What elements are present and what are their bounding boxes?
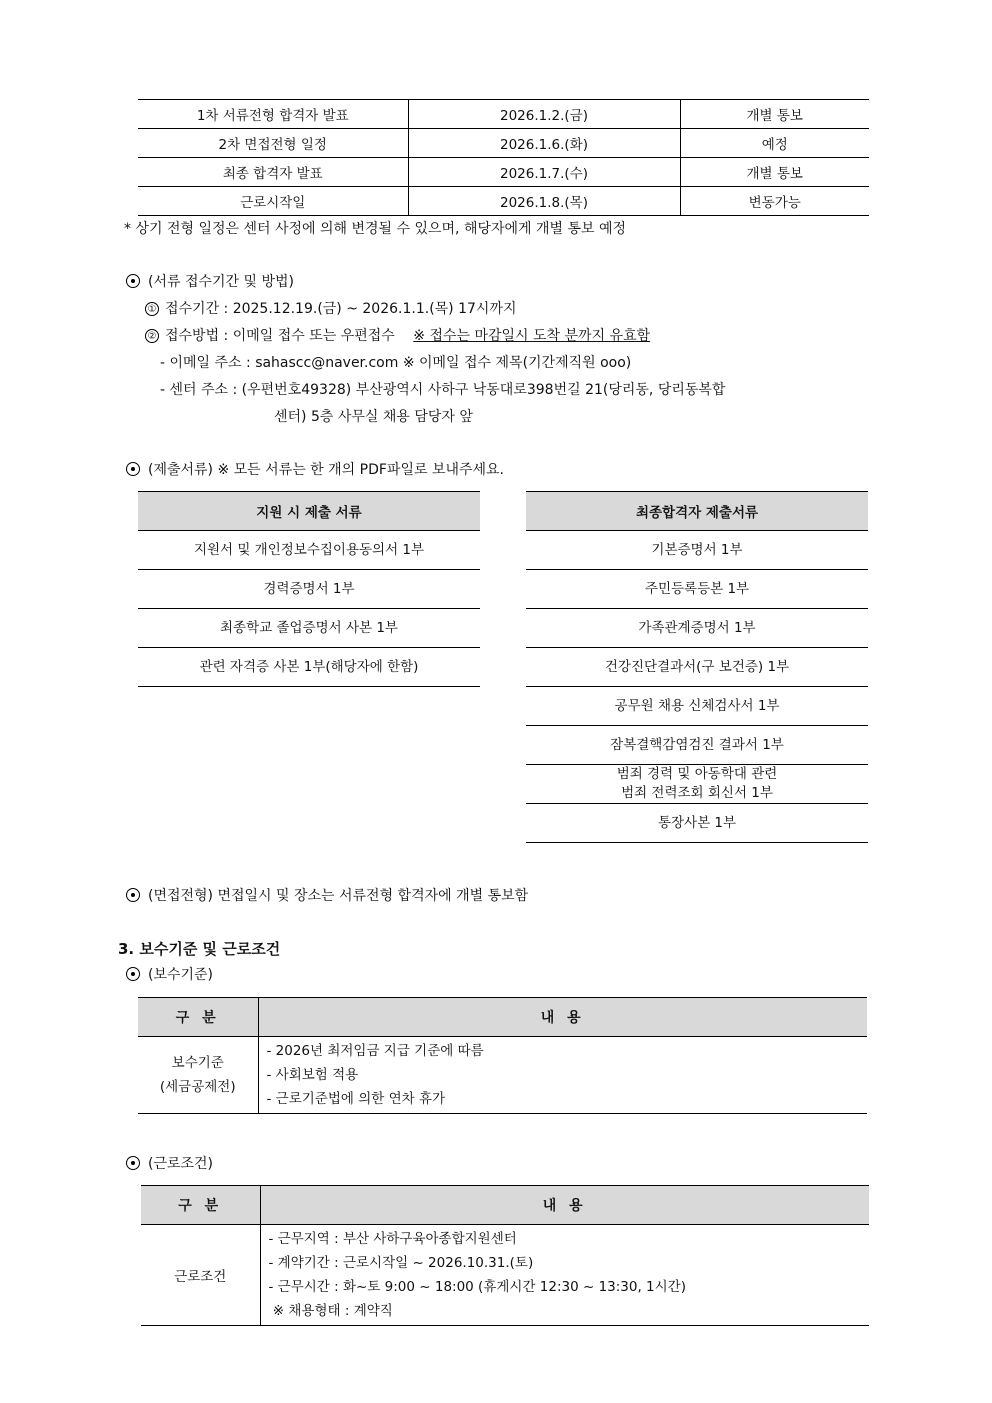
list-item: 잠복결핵감염검진 결과서 1부 xyxy=(526,726,868,765)
schedule-note: 개별 통보 xyxy=(680,158,869,187)
application-period-row xyxy=(145,298,516,318)
number-2-icon: ② xyxy=(145,329,159,343)
table-row xyxy=(138,100,869,129)
application-method-note: ※ 접수는 마감일시 도착 분까지 유효함 xyxy=(413,328,651,344)
pay-label-line1: 보수기준 xyxy=(171,1055,224,1071)
table-row xyxy=(526,804,868,843)
work-heading: (근로조건) xyxy=(148,1156,214,1172)
documents-heading-row xyxy=(126,459,504,479)
list-item xyxy=(526,765,868,804)
table-row xyxy=(526,531,868,570)
interview-text: (면접전형) 면접일시 및 장소는 서류전형 합격자에 개별 통보함 xyxy=(148,888,529,904)
list-item: 주민등록등본 1부 xyxy=(526,570,868,609)
interview-row xyxy=(126,885,528,905)
column-header: 구 분 xyxy=(141,1186,260,1225)
number-1-icon: ① xyxy=(145,302,159,316)
pay-heading: (보수기준) xyxy=(148,967,214,983)
list-item: 가족관계증명서 1부 xyxy=(526,609,868,648)
work-label: 근로조건 xyxy=(141,1225,260,1326)
documents-heading: (제출서류) ※ 모든 서류는 한 개의 PDF파일로 보내주세요. xyxy=(148,462,505,478)
list-item: 지원서 및 개인정보수집이용동의서 1부 xyxy=(138,531,480,570)
table-row xyxy=(138,1037,867,1114)
schedule-stage: 1차 서류전형 합격자 발표 xyxy=(138,100,408,129)
schedule-note: 변동가능 xyxy=(680,187,869,216)
table-row xyxy=(141,1225,869,1326)
list-item: - 근무지역 : 부산 사하구육아종합지원센터 xyxy=(268,1231,517,1247)
list-item: ※ 채용형태 : 계약직 xyxy=(268,1303,393,1319)
table-row xyxy=(138,570,480,609)
table-row xyxy=(138,158,869,187)
table-row xyxy=(526,648,868,687)
application-method-row xyxy=(145,325,650,345)
pay-table xyxy=(138,997,867,1114)
list-item: 공무원 채용 신체검사서 1부 xyxy=(526,687,868,726)
bullet-icon xyxy=(126,1156,140,1170)
schedule-table xyxy=(138,99,869,216)
table-row xyxy=(138,129,869,158)
list-item: 기본증명서 1부 xyxy=(526,531,868,570)
bullet-icon xyxy=(126,967,140,981)
bullet-icon xyxy=(126,462,140,476)
bullet-icon xyxy=(126,274,140,288)
work-content xyxy=(260,1225,869,1326)
list-item: 최종학교 졸업증명서 사본 1부 xyxy=(138,609,480,648)
application-email: - 이메일 주소 : sahascc@naver.com ※ 이메일 접수 제목(기간제직원 ooo) xyxy=(160,355,632,371)
application-heading: (서류 접수기간 및 방법) xyxy=(148,274,294,290)
work-table xyxy=(141,1185,869,1326)
section-title: 3. 보수기준 및 근로조건 xyxy=(118,940,281,958)
pay-content xyxy=(258,1037,867,1114)
list-item-line1: 범죄 경력 및 아동학대 관련 xyxy=(616,766,778,782)
schedule-stage: 최종 합격자 발표 xyxy=(138,158,408,187)
table-row xyxy=(138,648,480,687)
table-row xyxy=(138,609,480,648)
list-item: - 2026년 최저임금 지급 기준에 따름 xyxy=(266,1043,484,1059)
schedule-stage: 근로시작일 xyxy=(138,187,408,216)
list-item: - 근로기준법에 의한 연차 휴가 xyxy=(266,1091,446,1107)
schedule-date: 2026.1.7.(수) xyxy=(408,158,680,187)
application-method: 접수방법 : 이메일 접수 또는 우편접수 xyxy=(165,328,395,344)
schedule-note: 개별 통보 xyxy=(680,100,869,129)
pay-label-line2: (세금공제전) xyxy=(159,1079,236,1095)
list-item: - 계약기간 : 근로시작일 ~ 2026.10.31.(토) xyxy=(268,1255,534,1271)
application-address-line1: - 센터 주소 : (우편번호49328) 부산광역시 사하구 낙동대로398번길 21(당리동, 당리동복합 xyxy=(160,382,726,398)
table-row xyxy=(526,726,868,765)
table-row xyxy=(138,187,869,216)
table-row xyxy=(526,609,868,648)
schedule-date: 2026.1.6.(화) xyxy=(408,129,680,158)
application-address-line2: 센터) 5층 사무실 채용 담당자 앞 xyxy=(274,409,473,425)
table-row xyxy=(526,570,868,609)
apply-documents-title: 지원 시 제출 서류 xyxy=(138,492,480,531)
final-documents-title: 최종합격자 제출서류 xyxy=(526,492,868,531)
column-header: 내 용 xyxy=(260,1186,869,1225)
application-heading-row xyxy=(126,271,294,291)
list-item: - 근무시간 : 화~토 9:00 ~ 18:00 (휴게시간 12:30 ~ 13:30, 1시간) xyxy=(268,1279,686,1295)
list-item: 건강진단결과서(구 보건증) 1부 xyxy=(526,648,868,687)
column-header: 내 용 xyxy=(258,998,867,1037)
final-documents-table xyxy=(526,491,868,843)
list-item: 경력증명서 1부 xyxy=(138,570,480,609)
schedule-footnote: * 상기 전형 일정은 센터 사정에 의해 변경될 수 있으며, 해당자에게 개별 통보 예정 xyxy=(124,221,627,237)
table-row xyxy=(138,531,480,570)
schedule-date: 2026.1.2.(금) xyxy=(408,100,680,129)
table-row xyxy=(526,765,868,804)
pay-label xyxy=(138,1037,258,1114)
application-period: 접수기간 : 2025.12.19.(금) ~ 2026.1.1.(목) 17시까지 xyxy=(165,301,517,317)
schedule-note: 예정 xyxy=(680,129,869,158)
list-item: 통장사본 1부 xyxy=(526,804,868,843)
list-item: 관련 자격증 사본 1부(해당자에 한함) xyxy=(138,648,480,687)
list-item: - 사회보험 적용 xyxy=(266,1067,359,1083)
schedule-date: 2026.1.8.(목) xyxy=(408,187,680,216)
bullet-icon xyxy=(126,888,140,902)
table-row xyxy=(526,687,868,726)
pay-heading-row xyxy=(126,964,213,984)
work-heading-row xyxy=(126,1153,213,1173)
apply-documents-table xyxy=(138,491,480,687)
list-item-line2: 범죄 전력조회 회신서 1부 xyxy=(621,785,773,801)
schedule-stage: 2차 면접전형 일정 xyxy=(138,129,408,158)
column-header: 구 분 xyxy=(138,998,258,1037)
